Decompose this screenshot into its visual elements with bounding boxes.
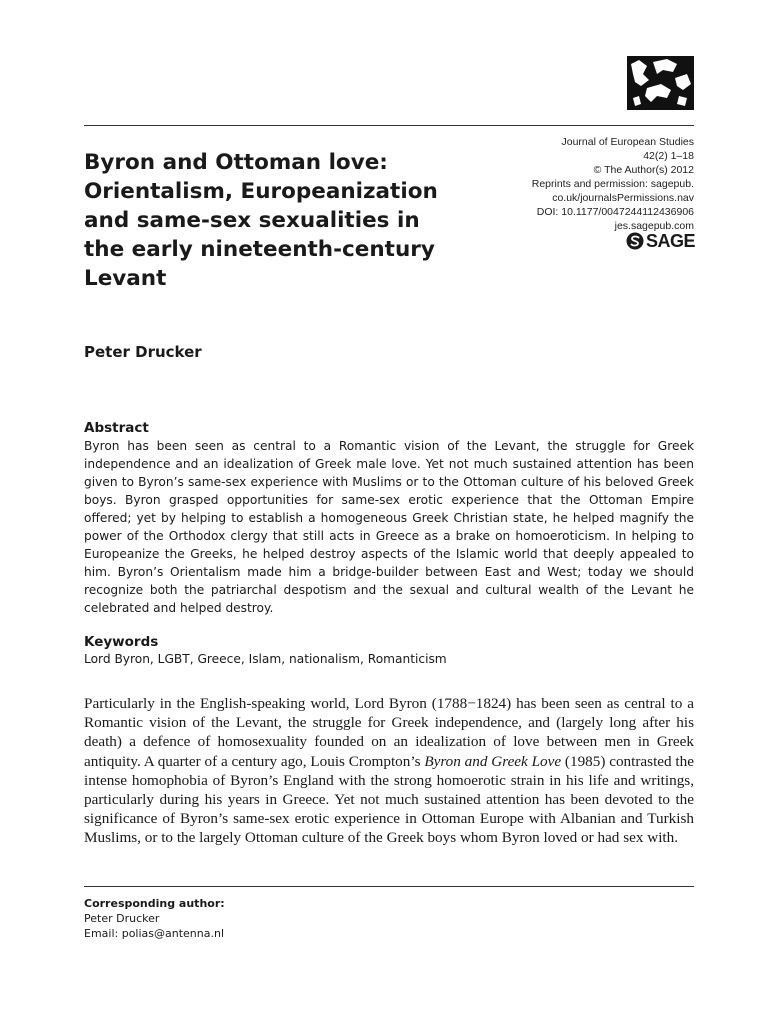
corresponding-author-heading: Corresponding author: [84,897,225,910]
journal-doi: DOI: 10.1177/0047244112436906 [536,206,694,218]
journal-copyright: © The Author(s) 2012 [593,164,694,176]
article-title: Byron and Ottoman love: Orientalism, Europeanization and same-sex sexualities in the early nineteenth-century Levant [84,150,438,291]
keywords-heading: Keywords [84,634,159,650]
journal-meta [434,135,694,233]
article-author: Peter Drucker [84,343,202,361]
abstract-text: Byron has been seen as central to a Romantic vision of the Levant, the struggle for Greek independence and an idealization of Greek male love. Yet not much sustained attention has been given to Byron’s same-sex experience with Muslims or to the Ottoman culture of his beloved Greek boys. Byron grasped opportunities for same-sex erotic experience that the Ottoman Empire offered; yet by helping to establish a homogeneous Greek Christian state, he helped magnify the power of the Orthodox clergy that still acts in Greece as a brake on homoeroticism. In helping to Europeanize the Greeks, he helped destroy aspects of the Islamic world that deeply appealed to him. Byron’s Orientalism made him a bridge-builder between East and West; today we should recognize both the patriarchal despotism and the sexual and cultural wealth of the Levant he celebrated and helped destroy. [84,439,694,615]
corresponding-author-email: Email: polias@antenna.nl [84,927,225,940]
corresponding-author-note [84,896,225,941]
sage-wordmark: SAGE [646,230,696,251]
journal-reprints-line1: Reprints and permission: sagepub. [531,178,694,190]
keywords-list: Lord Byron, LGBT, Greece, Islam, nationalism, Romanticism [84,652,447,666]
journal-volume: 42(2) 1–18 [643,150,694,162]
corresponding-author-name: Peter Drucker [84,912,160,925]
journal-site: jes.sagepub.com [614,220,694,232]
journal-name: Journal of European Studies [561,136,694,148]
sage-logo [626,230,695,252]
body-text-part2: (1985) contrasted the intense homophobia of Byron’s England with the strong homoerotic strain in his life and writings, particularly during his years in Greece. Yet not much sustained attention has been devoted to the significance of Byron’s same-sex erotic experience in Ottoman Europe with Albanian and Turkish Muslims, or to the largely Ottoman culture of the Greek boys whom Byron loved or had sex with. [84,752,694,847]
journal-reprints-line2: co.uk/journalsPermissions.nav [552,192,694,204]
body-text-part1: Particularly in the English-speaking world, Lord Byron (1788−1824) has been seen as central to a Romantic vision of the Levant, the struggle for Greek independence, and (largely long after his death) a defence of homosexuality founded on an idealization of love between men in Greek antiquity. A quarter of a century ago, Louis Crompton’s [84,695,694,770]
footnote-rule [84,886,694,887]
body-paragraph [84,694,694,848]
cited-book-title: Byron and Greek Love [424,752,562,770]
sage-emblem-icon [626,232,644,250]
journal-map-logo [627,56,694,110]
abstract-heading: Abstract [84,420,149,436]
header-rule [84,125,694,126]
